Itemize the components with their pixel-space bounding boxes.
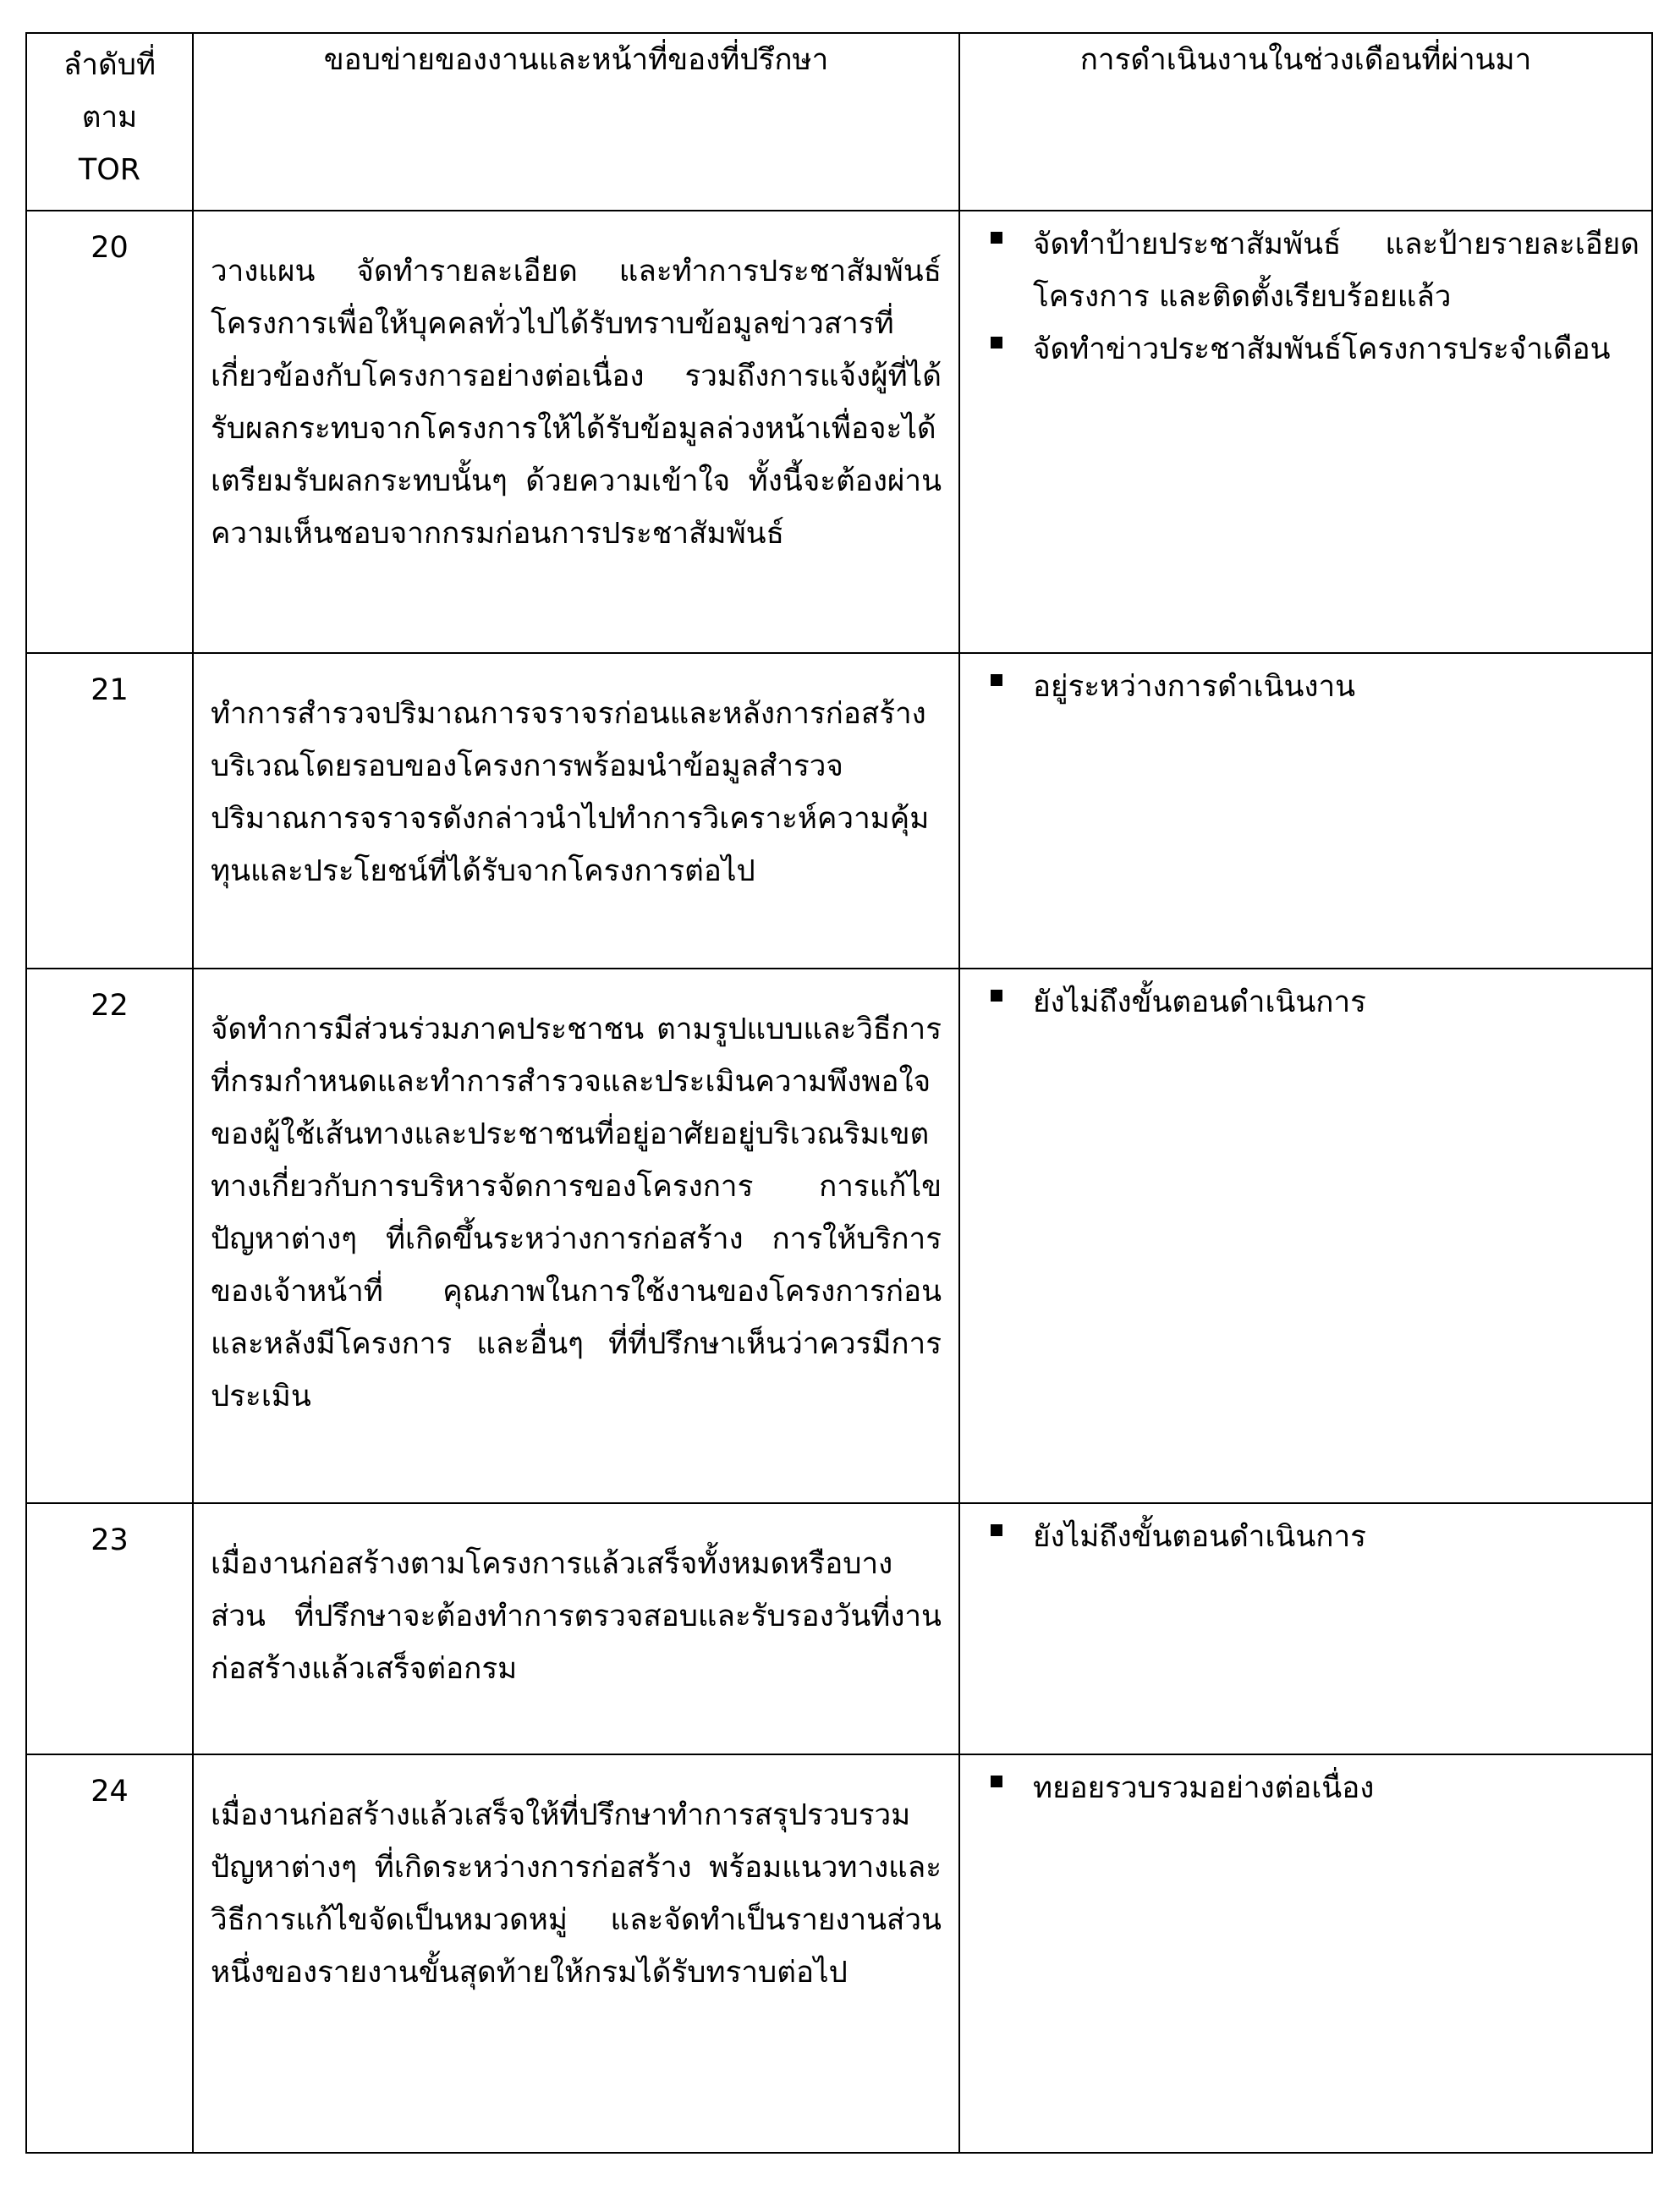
header-tor-number-line1: ลำดับที่ (63, 48, 157, 82)
row-scope: วางแผน จัดทำรายละเอียด และทำการประชาสัมพันธ์โครงการเพื่อให้บุคคลทั่วไปได้รับทราบข้อมูลข่าวสารที่เกี่ยวข้องกับโครงการอย่างต่อเนื่อง รวมถึงการแจ้งผู้ที่ได้รับผลกระทบจากโครงการให้ได้รับข้อมูลล่วงหน้าเพื่อจะได้เตรียมรับผลกระทบนั้นๆ ด้วยความเข้าใจ ทั้งนี้จะต้องผ่านความเห็นชอบจากกรมก่อนการประชาสัมพันธ์ (193, 211, 959, 653)
progress-item (991, 1511, 1639, 1563)
progress-list (991, 1762, 1639, 1814)
square-bullet-icon (991, 1776, 1002, 1787)
header-scope: ขอบข่ายของงานและหน้าที่ของที่ปรึกษา (193, 33, 959, 211)
row-scope: จัดทำการมีส่วนร่วมภาคประชาชน ตามรูปแบบและวิธีการที่กรมกำหนดและทำการสำรวจและประเมินความพึงพอใจของผู้ใช้เส้นทางและประชาชนที่อยู่อาศัยอยู่บริเวณริมเขตทางเกี่ยวกับการบริหารจัดการของโครงการ การแก้ไขปัญหาต่างๆ ที่เกิดขึ้นระหว่างการก่อสร้าง การให้บริการของเจ้าหน้าที่ คุณภาพในการใช้งานของโครงการก่อนและหลังมีโครงการ และอื่นๆ ที่ที่ปรึกษาเห็นว่าควรมีการประเมิน (193, 969, 959, 1503)
row-scope: ทำการสำรวจปริมาณการจราจรก่อนและหลังการก่อสร้างบริเวณโดยรอบของโครงการพร้อมนำข้อมูลสำรวจปริมาณการจราจรดังกล่าวนำไปทำการวิเคราะห์ความคุ้มทุนและประโยชน์ที่ได้รับจากโครงการต่อไป (193, 653, 959, 969)
progress-item (991, 323, 1639, 376)
table-row (26, 969, 1652, 1503)
tor-progress-table (25, 32, 1653, 2154)
progress-list (991, 218, 1639, 376)
progress-list (991, 1511, 1639, 1563)
square-bullet-icon (991, 337, 1002, 349)
progress-item-text: อยู่ระหว่างการดำเนินงาน (1033, 670, 1356, 704)
progress-item-text: ยังไม่ถึงขั้นตอนดำเนินการ (1033, 1520, 1366, 1554)
row-progress (959, 1754, 1652, 2153)
row-scope: เมื่องานก่อสร้างแล้วเสร็จให้ที่ปรึกษาทำการสรุปรวบรวมปัญหาต่างๆ ที่เกิดระหว่างการก่อสร้าง พร้อมแนวทางและวิธีการแก้ไขจัดเป็นหมวดหมู่ และจัดทำเป็นรายงานส่วนหนึ่งของรายงานขั้นสุดท้ายให้กรมได้รับทราบต่อไป (193, 1754, 959, 2153)
header-progress: การดำเนินงานในช่วงเดือนที่ผ่านมา (959, 33, 1652, 211)
table-row (26, 1503, 1652, 1754)
document-page (25, 32, 1651, 2154)
progress-item-text: จัดทำป้ายประชาสัมพันธ์ และป้ายรายละเอียดโครงการ และติดตั้งเรียบร้อยแล้ว (1033, 228, 1639, 314)
square-bullet-icon (991, 674, 1002, 686)
row-number: 23 (26, 1503, 193, 1754)
row-scope: เมื่องานก่อสร้างตามโครงการแล้วเสร็จทั้งหมดหรือบางส่วน ที่ปรึกษาจะต้องทำการตรวจสอบและรับรองวันที่งานก่อสร้างแล้วเสร็จต่อกรม (193, 1503, 959, 1754)
table-row (26, 653, 1652, 969)
row-number: 22 (26, 969, 193, 1503)
progress-item-text: ยังไม่ถึงขั้นตอนดำเนินการ (1033, 985, 1366, 1019)
row-progress (959, 969, 1652, 1503)
header-tor-number-line2: ตาม (81, 101, 138, 134)
square-bullet-icon (991, 990, 1002, 1002)
header-tor-number (26, 33, 193, 211)
header-tor-number-line3: TOR (78, 153, 141, 187)
progress-list (991, 661, 1639, 713)
table-row (26, 211, 1652, 653)
progress-item (991, 976, 1639, 1029)
table-header-row (26, 33, 1652, 211)
row-number: 24 (26, 1754, 193, 2153)
row-progress (959, 1503, 1652, 1754)
progress-list (991, 976, 1639, 1029)
square-bullet-icon (991, 1524, 1002, 1536)
row-number: 21 (26, 653, 193, 969)
square-bullet-icon (991, 232, 1002, 244)
row-progress (959, 211, 1652, 653)
progress-item (991, 1762, 1639, 1814)
row-progress (959, 653, 1652, 969)
progress-item (991, 218, 1639, 323)
table-row (26, 1754, 1652, 2153)
progress-item (991, 661, 1639, 713)
row-number: 20 (26, 211, 193, 653)
progress-item-text: จัดทำข่าวประชาสัมพันธ์โครงการประจำเดือน (1033, 332, 1611, 366)
progress-item-text: ทยอยรวบรวมอย่างต่อเนื่อง (1033, 1771, 1375, 1805)
